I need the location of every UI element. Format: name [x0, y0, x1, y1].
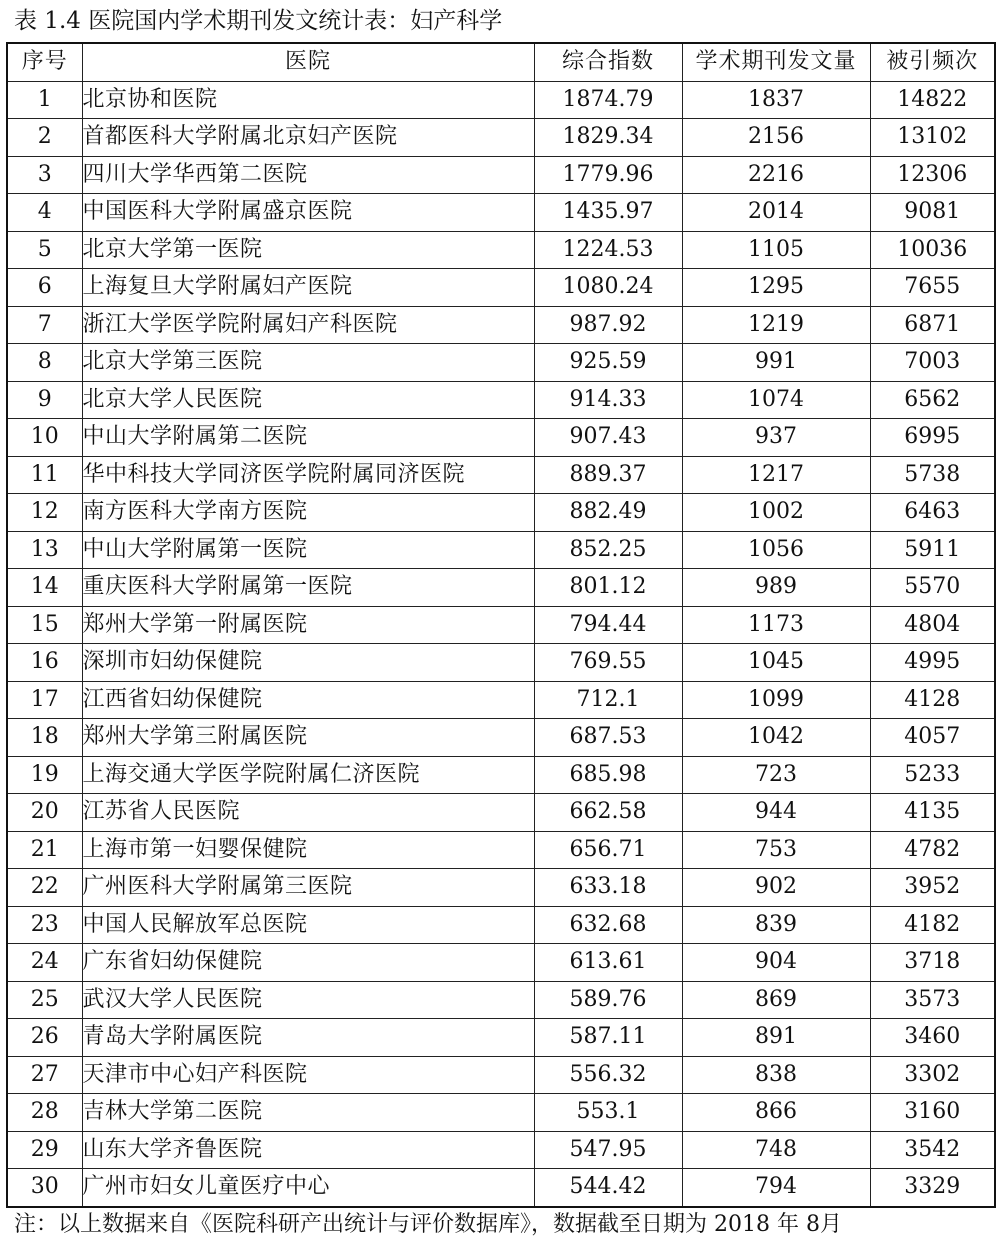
cell-composite-index: 852.25	[534, 531, 682, 569]
cell-hospital: 山东大学齐鲁医院	[82, 1131, 534, 1169]
cell-composite-index: 613.61	[534, 944, 682, 982]
footnote: 注：以上数据来自《医院科研产出统计与评价数据库》，数据截至日期为 2018 年 8月	[14, 1212, 842, 1237]
cell-citations: 4804	[870, 606, 995, 644]
cell-citations: 3718	[870, 944, 995, 982]
cell-rank: 9	[7, 381, 82, 419]
cell-composite-index: 587.11	[534, 1019, 682, 1057]
cell-hospital: 浙江大学医学院附属妇产科医院	[82, 306, 534, 344]
cell-paper-count: 1042	[682, 719, 870, 757]
header-citations: 被引频次	[870, 43, 995, 81]
table-row	[7, 1056, 995, 1094]
cell-rank: 1	[7, 81, 82, 119]
table-row	[7, 644, 995, 682]
cell-rank: 7	[7, 306, 82, 344]
table-header-row	[7, 43, 995, 81]
cell-paper-count: 839	[682, 906, 870, 944]
cell-paper-count: 902	[682, 869, 870, 907]
table-caption: 表 1.4 医院国内学术期刊发文统计表：妇产科学	[14, 8, 503, 34]
cell-citations: 10036	[870, 231, 995, 269]
cell-rank: 5	[7, 231, 82, 269]
cell-citations: 4995	[870, 644, 995, 682]
table-row	[7, 869, 995, 907]
cell-hospital: 深圳市妇幼保健院	[82, 644, 534, 682]
table-row	[7, 681, 995, 719]
cell-hospital: 上海市第一妇婴保健院	[82, 831, 534, 869]
table-row	[7, 194, 995, 232]
table-body	[7, 81, 995, 1207]
cell-hospital: 青岛大学附属医院	[82, 1019, 534, 1057]
cell-citations: 4782	[870, 831, 995, 869]
cell-citations: 3460	[870, 1019, 995, 1057]
cell-citations: 5570	[870, 569, 995, 607]
table-row	[7, 569, 995, 607]
cell-paper-count: 1173	[682, 606, 870, 644]
cell-hospital: 重庆医科大学附属第一医院	[82, 569, 534, 607]
cell-citations: 3160	[870, 1094, 995, 1132]
cell-composite-index: 925.59	[534, 344, 682, 382]
cell-citations: 13102	[870, 119, 995, 157]
cell-composite-index: 712.1	[534, 681, 682, 719]
cell-paper-count: 904	[682, 944, 870, 982]
table-row	[7, 306, 995, 344]
cell-paper-count: 753	[682, 831, 870, 869]
cell-composite-index: 1874.79	[534, 81, 682, 119]
table-row	[7, 831, 995, 869]
cell-citations: 3302	[870, 1056, 995, 1094]
cell-rank: 27	[7, 1056, 82, 1094]
cell-paper-count: 1099	[682, 681, 870, 719]
cell-hospital: 广东省妇幼保健院	[82, 944, 534, 982]
cell-rank: 13	[7, 531, 82, 569]
cell-paper-count: 1219	[682, 306, 870, 344]
cell-paper-count: 794	[682, 1169, 870, 1207]
cell-hospital: 南方医科大学南方医院	[82, 494, 534, 532]
cell-citations: 3542	[870, 1131, 995, 1169]
cell-rank: 28	[7, 1094, 82, 1132]
cell-composite-index: 1080.24	[534, 269, 682, 307]
cell-rank: 21	[7, 831, 82, 869]
cell-citations: 6871	[870, 306, 995, 344]
cell-composite-index: 987.92	[534, 306, 682, 344]
table-row	[7, 606, 995, 644]
cell-paper-count: 1002	[682, 494, 870, 532]
cell-hospital: 北京大学人民医院	[82, 381, 534, 419]
cell-hospital: 广州医科大学附属第三医院	[82, 869, 534, 907]
cell-hospital: 中国医科大学附属盛京医院	[82, 194, 534, 232]
table-row	[7, 156, 995, 194]
cell-paper-count: 1045	[682, 644, 870, 682]
cell-paper-count: 1074	[682, 381, 870, 419]
cell-paper-count: 866	[682, 1094, 870, 1132]
cell-citations: 3952	[870, 869, 995, 907]
cell-rank: 4	[7, 194, 82, 232]
cell-citations: 5233	[870, 756, 995, 794]
cell-rank: 25	[7, 981, 82, 1019]
cell-composite-index: 556.32	[534, 1056, 682, 1094]
cell-composite-index: 882.49	[534, 494, 682, 532]
cell-rank: 18	[7, 719, 82, 757]
cell-paper-count: 1105	[682, 231, 870, 269]
cell-paper-count: 891	[682, 1019, 870, 1057]
table-row	[7, 231, 995, 269]
cell-rank: 12	[7, 494, 82, 532]
cell-citations: 6562	[870, 381, 995, 419]
cell-hospital: 北京大学第一医院	[82, 231, 534, 269]
cell-paper-count: 937	[682, 419, 870, 457]
cell-hospital: 武汉大学人民医院	[82, 981, 534, 1019]
cell-hospital: 天津市中心妇产科医院	[82, 1056, 534, 1094]
cell-rank: 3	[7, 156, 82, 194]
cell-citations: 5738	[870, 456, 995, 494]
cell-rank: 15	[7, 606, 82, 644]
cell-rank: 6	[7, 269, 82, 307]
cell-hospital: 首都医科大学附属北京妇产医院	[82, 119, 534, 157]
header-composite-index: 综合指数	[534, 43, 682, 81]
cell-composite-index: 801.12	[534, 569, 682, 607]
cell-hospital: 上海复旦大学附属妇产医院	[82, 269, 534, 307]
cell-hospital: 江苏省人民医院	[82, 794, 534, 832]
cell-hospital: 郑州大学第一附属医院	[82, 606, 534, 644]
header-paper-count: 学术期刊发文量	[682, 43, 870, 81]
cell-rank: 17	[7, 681, 82, 719]
cell-citations: 7003	[870, 344, 995, 382]
cell-rank: 8	[7, 344, 82, 382]
cell-composite-index: 632.68	[534, 906, 682, 944]
table-row	[7, 81, 995, 119]
hospital-stats-table	[6, 42, 996, 1208]
cell-paper-count: 1056	[682, 531, 870, 569]
table-row	[7, 119, 995, 157]
cell-paper-count: 989	[682, 569, 870, 607]
cell-citations: 9081	[870, 194, 995, 232]
cell-composite-index: 656.71	[534, 831, 682, 869]
cell-citations: 4128	[870, 681, 995, 719]
cell-hospital: 华中科技大学同济医学院附属同济医院	[82, 456, 534, 494]
table-row	[7, 456, 995, 494]
cell-paper-count: 1837	[682, 81, 870, 119]
table-row	[7, 1131, 995, 1169]
cell-composite-index: 685.98	[534, 756, 682, 794]
cell-hospital: 上海交通大学医学院附属仁济医院	[82, 756, 534, 794]
cell-paper-count: 2156	[682, 119, 870, 157]
table-row	[7, 381, 995, 419]
cell-hospital: 江西省妇幼保健院	[82, 681, 534, 719]
cell-paper-count: 991	[682, 344, 870, 382]
cell-hospital: 郑州大学第三附属医院	[82, 719, 534, 757]
cell-composite-index: 662.58	[534, 794, 682, 832]
cell-paper-count: 869	[682, 981, 870, 1019]
cell-composite-index: 589.76	[534, 981, 682, 1019]
cell-composite-index: 544.42	[534, 1169, 682, 1207]
cell-hospital: 广州市妇女儿童医疗中心	[82, 1169, 534, 1207]
cell-rank: 11	[7, 456, 82, 494]
cell-citations: 14822	[870, 81, 995, 119]
cell-citations: 4135	[870, 794, 995, 832]
cell-rank: 10	[7, 419, 82, 457]
cell-rank: 19	[7, 756, 82, 794]
cell-composite-index: 914.33	[534, 381, 682, 419]
cell-composite-index: 889.37	[534, 456, 682, 494]
table-row	[7, 1019, 995, 1057]
table-row	[7, 531, 995, 569]
cell-rank: 26	[7, 1019, 82, 1057]
cell-rank: 24	[7, 944, 82, 982]
table-row	[7, 981, 995, 1019]
cell-composite-index: 687.53	[534, 719, 682, 757]
cell-citations: 6995	[870, 419, 995, 457]
cell-composite-index: 1779.96	[534, 156, 682, 194]
cell-paper-count: 1217	[682, 456, 870, 494]
table-row	[7, 1094, 995, 1132]
table-row	[7, 344, 995, 382]
cell-hospital: 四川大学华西第二医院	[82, 156, 534, 194]
cell-composite-index: 1829.34	[534, 119, 682, 157]
header-rank: 序号	[7, 43, 82, 81]
cell-rank: 29	[7, 1131, 82, 1169]
cell-composite-index: 794.44	[534, 606, 682, 644]
cell-citations: 7655	[870, 269, 995, 307]
cell-rank: 20	[7, 794, 82, 832]
cell-citations: 3573	[870, 981, 995, 1019]
table-row	[7, 756, 995, 794]
cell-paper-count: 2014	[682, 194, 870, 232]
cell-composite-index: 553.1	[534, 1094, 682, 1132]
cell-composite-index: 633.18	[534, 869, 682, 907]
cell-hospital: 中国人民解放军总医院	[82, 906, 534, 944]
cell-citations: 3329	[870, 1169, 995, 1207]
cell-citations: 12306	[870, 156, 995, 194]
cell-composite-index: 1435.97	[534, 194, 682, 232]
cell-composite-index: 907.43	[534, 419, 682, 457]
cell-composite-index: 547.95	[534, 1131, 682, 1169]
cell-rank: 30	[7, 1169, 82, 1207]
cell-paper-count: 944	[682, 794, 870, 832]
cell-citations: 4057	[870, 719, 995, 757]
cell-composite-index: 769.55	[534, 644, 682, 682]
cell-composite-index: 1224.53	[534, 231, 682, 269]
cell-hospital: 吉林大学第二医院	[82, 1094, 534, 1132]
cell-citations: 6463	[870, 494, 995, 532]
header-hospital: 医院	[82, 43, 534, 81]
cell-hospital: 北京协和医院	[82, 81, 534, 119]
table-row	[7, 944, 995, 982]
table-row	[7, 419, 995, 457]
cell-rank: 16	[7, 644, 82, 682]
cell-paper-count: 723	[682, 756, 870, 794]
table-row	[7, 719, 995, 757]
cell-hospital: 中山大学附属第一医院	[82, 531, 534, 569]
table-row	[7, 494, 995, 532]
cell-citations: 5911	[870, 531, 995, 569]
cell-paper-count: 1295	[682, 269, 870, 307]
cell-paper-count: 838	[682, 1056, 870, 1094]
table-row	[7, 906, 995, 944]
cell-rank: 14	[7, 569, 82, 607]
table-row	[7, 1169, 995, 1207]
table-row	[7, 794, 995, 832]
cell-hospital: 北京大学第三医院	[82, 344, 534, 382]
cell-hospital: 中山大学附属第二医院	[82, 419, 534, 457]
cell-citations: 4182	[870, 906, 995, 944]
table-row	[7, 269, 995, 307]
cell-paper-count: 2216	[682, 156, 870, 194]
cell-rank: 22	[7, 869, 82, 907]
cell-paper-count: 748	[682, 1131, 870, 1169]
cell-rank: 2	[7, 119, 82, 157]
cell-rank: 23	[7, 906, 82, 944]
